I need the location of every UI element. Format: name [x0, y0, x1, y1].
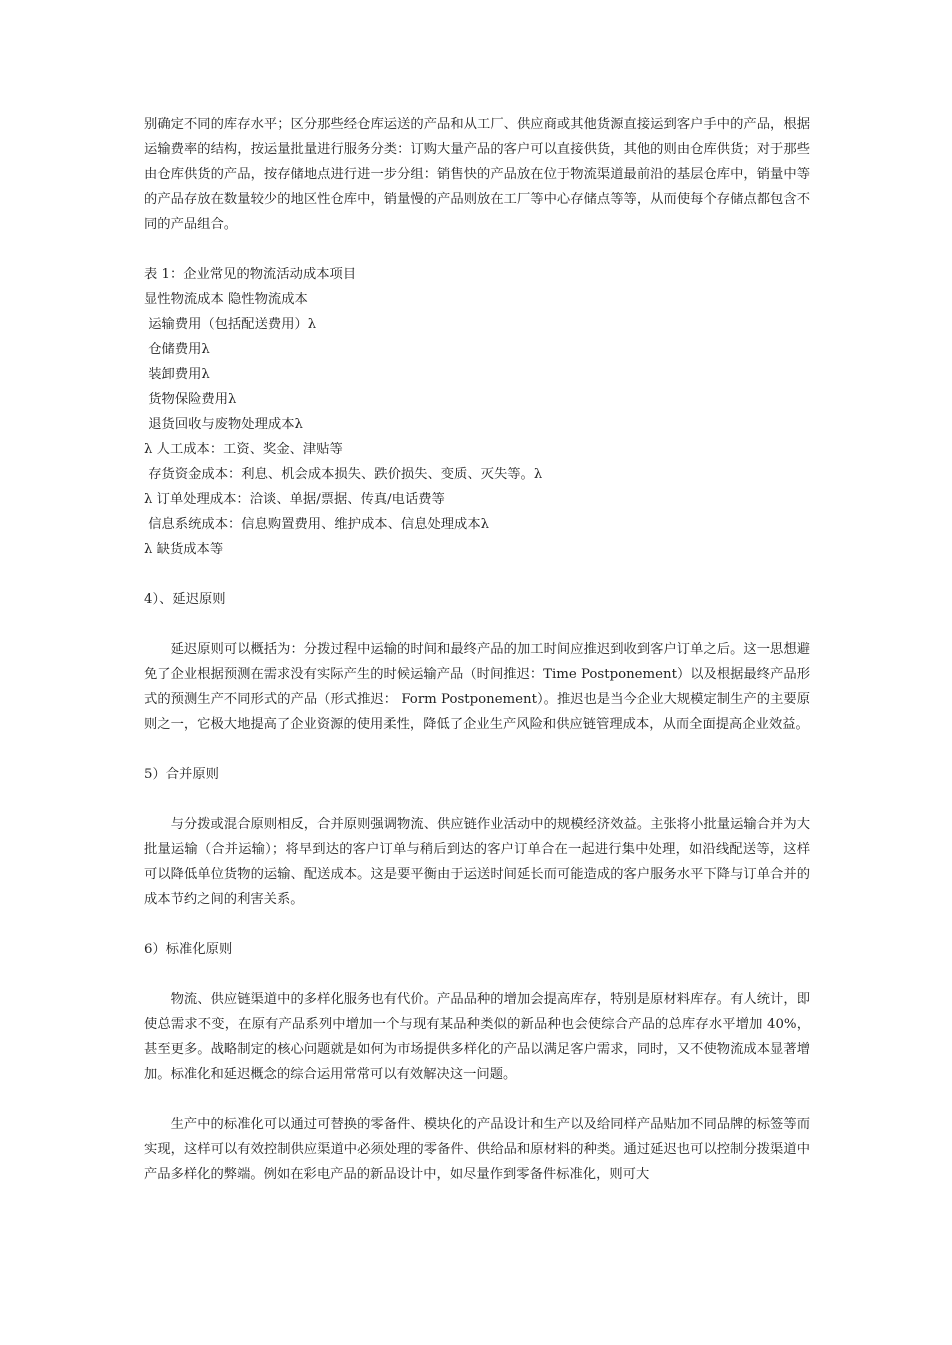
spacer: [144, 562, 810, 587]
spacer: [144, 1087, 810, 1112]
document-page: [144, 112, 810, 1187]
paragraph-standardization-cost: 物流、供应链渠道中的多样化服务也有代价。产品品种的增加会提高库存，特别是原材料库存。有人统计，即使总需求不变，在原有产品系列中增加一个与现有某品种类似的新品种也会使综合产品的总库存水平增加 40%，甚至更多。战略制定的核心问题就是如何为市场提供多样化的产品以满足客户需求，同时，又不使物流成本显著增加。标准化和延迟概念的综合运用常常可以有效解决这一问题。: [144, 992, 810, 1082]
paragraph-inventory-grouping: 别确定不同的库存水平；区分那些经仓库运送的产品和从工厂、供应商或其他货源直接运到客户手中的产品，根据运输费率的结构，按运量批量进行服务分类：订购大量产品的客户可以直接供货，其他的则由仓库供货；对于那些由仓库供货的产品，按存储地点进行进一步分组：销售快的产品放在位于物流渠道最前沿的基层仓库中，销量中等的产品存放在数量较少的地区性仓库中，销量慢的产品则放在工厂等中心存储点等等，从而使每个存储点都包含不同的产品组合。: [144, 117, 810, 232]
table-row: λ 缺货成本等: [144, 542, 224, 557]
spacer: [144, 962, 810, 987]
table-row: 存货资金成本：利息、机会成本损失、跌价损失、变质、灭失等。λ: [144, 467, 543, 482]
table-row: 仓储费用λ: [144, 342, 210, 357]
section-heading-consolidation: 5）合并原则: [144, 767, 219, 782]
table-row: 运输费用（包括配送费用）λ: [144, 317, 317, 332]
table-title: 表 1：企业常见的物流活动成本项目: [144, 267, 357, 282]
spacer: [144, 612, 810, 637]
spacer: [144, 787, 810, 812]
paragraph-postponement: 延迟原则可以概括为：分拨过程中运输的时间和最终产品的加工时间应推迟到收到客户订单之后。这一思想避免了企业根据预测在需求没有实际产生的时候运输产品（时间推迟：Time Postponement）以及根据最终产品形式的预测生产不同形式的产品（形式推迟： Form Postponement）。推迟也是当今企业大规模定制生产的主要原则之一，它极大地提高了企业资源的使用柔性，降低了企业生产风险和供应链管理成本，从而全面提高企业效益。: [144, 642, 810, 732]
paragraph-consolidation: 与分拨或混合原则相反，合并原则强调物流、供应链作业活动中的规模经济效益。主张将小批量运输合并为大批量运输（合并运输）；将早到达的客户订单与稍后到达的客户订单合在一起进行集中处理，如沿线配送等，这样可以降低单位货物的运输、配送成本。这是要平衡由于运送时间延长而可能造成的客户服务水平下降与订单合并的成本节约之间的利害关系。: [144, 817, 810, 907]
table-row: 装卸费用λ: [144, 367, 210, 382]
table-header: 显性物流成本 隐性物流成本: [144, 292, 308, 307]
section-heading-postponement: 4）、延迟原则: [144, 592, 226, 607]
table-row: λ 人工成本：工资、奖金、津贴等: [144, 442, 343, 457]
table-row: 货物保险费用λ: [144, 392, 237, 407]
spacer: [144, 737, 810, 762]
table-row: λ 订单处理成本：洽谈、单据/票据、传真/电话费等: [144, 492, 445, 507]
section-heading-standardization: 6）标准化原则: [144, 942, 233, 957]
spacer: [144, 912, 810, 937]
table-row: 信息系统成本：信息购置费用、维护成本、信息处理成本λ: [144, 517, 490, 532]
table-row: 退货回收与废物处理成本λ: [144, 417, 303, 432]
paragraph-standardization-production: 生产中的标准化可以通过可替换的零备件、模块化的产品设计和生产以及给同样产品贴加不同品牌的标签等而实现，这样可以有效控制供应渠道中必须处理的零备件、供给品和原材料的种类。通过延迟也可以控制分拨渠道中产品多样化的弊端。例如在彩电产品的新品设计中，如尽量作到零备件标准化，则可大: [144, 1117, 810, 1182]
spacer: [144, 237, 810, 262]
